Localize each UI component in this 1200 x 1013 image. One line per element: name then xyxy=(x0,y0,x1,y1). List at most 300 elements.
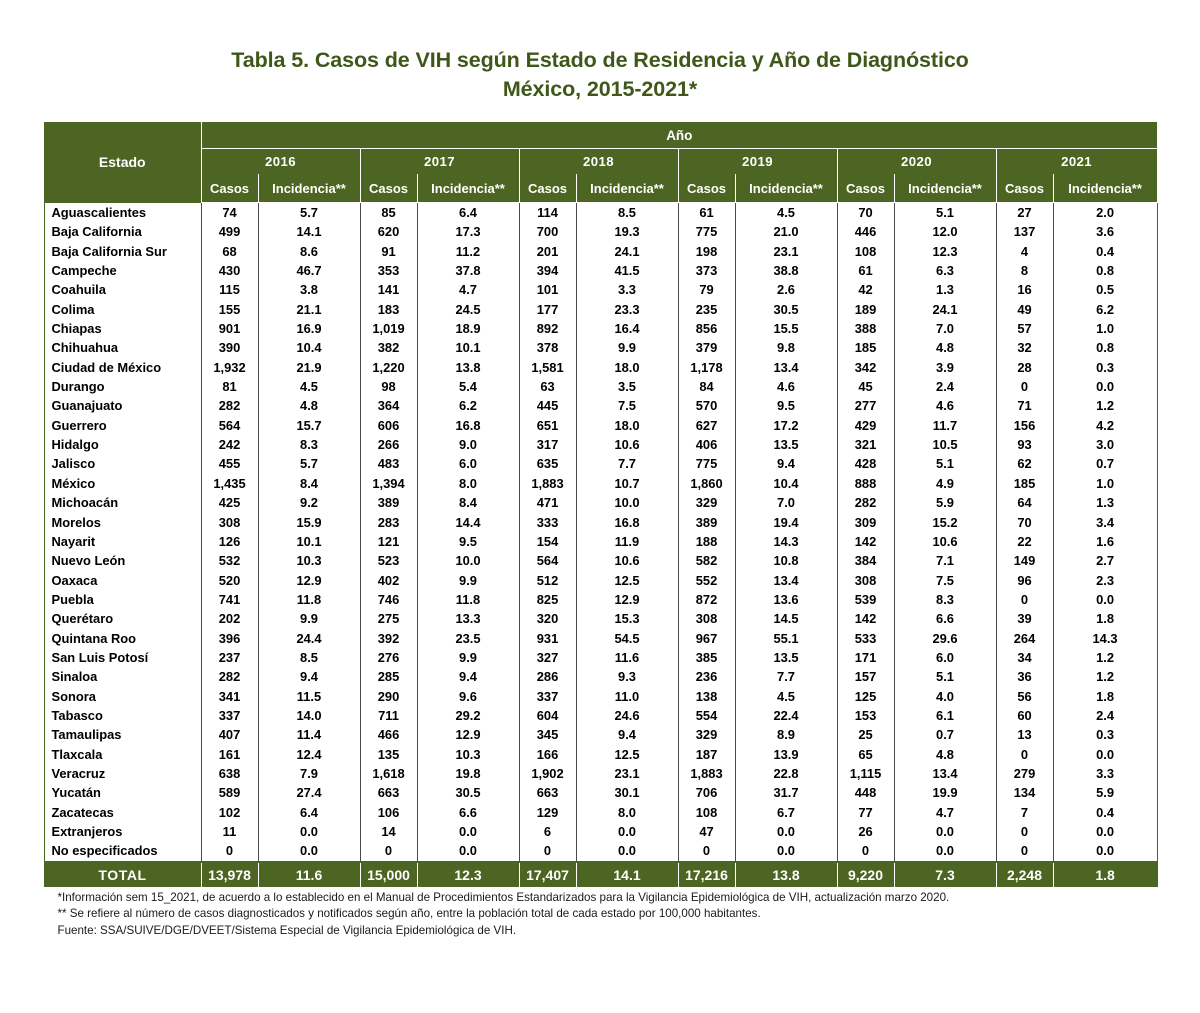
casos-cell: 700 xyxy=(519,222,576,241)
incidencia-cell: 3.9 xyxy=(894,358,996,377)
casos-cell: 188 xyxy=(678,532,735,551)
total-row xyxy=(44,862,1157,887)
table-row xyxy=(44,803,1157,822)
casos-cell: 651 xyxy=(519,416,576,435)
incidencia-cell: 3.3 xyxy=(1053,764,1157,783)
incidencia-cell: 4.6 xyxy=(735,377,837,396)
casos-cell: 62 xyxy=(996,454,1053,473)
casos-cell: 390 xyxy=(201,338,258,357)
casos-cell: 552 xyxy=(678,571,735,590)
casos-cell: 430 xyxy=(201,261,258,280)
casos-cell: 149 xyxy=(996,551,1053,570)
incidencia-cell: 4.9 xyxy=(894,474,996,493)
incidencia-cell: 9.4 xyxy=(258,667,360,686)
state-name-cell: México xyxy=(44,474,201,493)
casos-cell: 189 xyxy=(837,300,894,319)
table-body xyxy=(44,203,1157,862)
incidencia-cell: 16.8 xyxy=(576,513,678,532)
incidencia-cell: 0.0 xyxy=(894,822,996,841)
table-row xyxy=(44,377,1157,396)
casos-cell: 1,115 xyxy=(837,764,894,783)
casos-cell: 309 xyxy=(837,513,894,532)
incidencia-cell: 9.9 xyxy=(258,609,360,628)
incidencia-cell: 1.2 xyxy=(1053,648,1157,667)
incidencia-cell: 9.9 xyxy=(417,571,519,590)
casos-cell: 114 xyxy=(519,203,576,223)
casos-cell: 93 xyxy=(996,435,1053,454)
casos-cell: 392 xyxy=(360,629,417,648)
incidencia-cell: 9.9 xyxy=(417,648,519,667)
incidencia-cell: 0.0 xyxy=(576,822,678,841)
casos-cell: 0 xyxy=(837,841,894,861)
incidencia-cell: 10.5 xyxy=(894,435,996,454)
incidencia-cell: 11.9 xyxy=(576,532,678,551)
casos-cell: 126 xyxy=(201,532,258,551)
state-name-cell: Nuevo León xyxy=(44,551,201,570)
incidencia-cell: 18.0 xyxy=(576,358,678,377)
casos-cell: 564 xyxy=(201,416,258,435)
total-incidencia-cell: 7.3 xyxy=(894,862,996,887)
incidencia-cell: 5.1 xyxy=(894,203,996,223)
casos-cell: 327 xyxy=(519,648,576,667)
state-name-cell: Baja California Sur xyxy=(44,242,201,261)
state-name-cell: Baja California xyxy=(44,222,201,241)
incidencia-cell: 2.4 xyxy=(1053,706,1157,725)
incidencia-cell: 16.9 xyxy=(258,319,360,338)
casos-cell: 539 xyxy=(837,590,894,609)
incidencia-cell: 7.0 xyxy=(735,493,837,512)
incidencia-cell: 13.5 xyxy=(735,435,837,454)
casos-cell: 0 xyxy=(519,841,576,861)
casos-cell: 237 xyxy=(201,648,258,667)
casos-cell: 61 xyxy=(837,261,894,280)
casos-cell: 135 xyxy=(360,745,417,764)
casos-cell: 388 xyxy=(837,319,894,338)
incidencia-cell: 7.5 xyxy=(576,396,678,415)
casos-cell: 856 xyxy=(678,319,735,338)
incidencia-cell: 10.0 xyxy=(576,493,678,512)
casos-cell: 892 xyxy=(519,319,576,338)
incidencia-cell: 14.4 xyxy=(417,513,519,532)
incidencia-cell: 16.8 xyxy=(417,416,519,435)
casos-cell: 183 xyxy=(360,300,417,319)
incidencia-cell: 15.2 xyxy=(894,513,996,532)
incidencia-cell: 24.1 xyxy=(576,242,678,261)
incidencia-cell: 0.0 xyxy=(576,841,678,861)
incidencia-cell: 4.6 xyxy=(894,396,996,415)
incidencia-cell: 5.7 xyxy=(258,203,360,223)
casos-cell: 0 xyxy=(996,822,1053,841)
casos-cell: 389 xyxy=(360,493,417,512)
table-row xyxy=(44,532,1157,551)
table-row xyxy=(44,454,1157,473)
incidencia-cell: 5.1 xyxy=(894,454,996,473)
casos-cell: 13 xyxy=(996,725,1053,744)
incidencia-cell: 7.1 xyxy=(894,551,996,570)
incidencia-cell: 0.0 xyxy=(735,822,837,841)
incidencia-cell: 6.2 xyxy=(1053,300,1157,319)
casos-cell: 177 xyxy=(519,300,576,319)
incidencia-cell: 12.9 xyxy=(258,571,360,590)
table-row xyxy=(44,222,1157,241)
header-incidencia-2018: Incidencia** xyxy=(576,174,678,203)
casos-cell: 282 xyxy=(201,396,258,415)
incidencia-cell: 12.9 xyxy=(417,725,519,744)
incidencia-cell: 5.4 xyxy=(417,377,519,396)
casos-cell: 1,019 xyxy=(360,319,417,338)
casos-cell: 379 xyxy=(678,338,735,357)
header-year-2020: 2020 xyxy=(837,149,996,175)
casos-cell: 277 xyxy=(837,396,894,415)
incidencia-cell: 23.1 xyxy=(735,242,837,261)
casos-cell: 512 xyxy=(519,571,576,590)
casos-cell: 638 xyxy=(201,764,258,783)
casos-cell: 1,220 xyxy=(360,358,417,377)
casos-cell: 264 xyxy=(996,629,1053,648)
casos-cell: 137 xyxy=(996,222,1053,241)
incidencia-cell: 10.6 xyxy=(576,435,678,454)
incidencia-cell: 7.0 xyxy=(894,319,996,338)
casos-cell: 570 xyxy=(678,396,735,415)
casos-cell: 285 xyxy=(360,667,417,686)
incidencia-cell: 30.5 xyxy=(417,783,519,802)
casos-cell: 28 xyxy=(996,358,1053,377)
incidencia-cell: 0.7 xyxy=(894,725,996,744)
incidencia-cell: 11.5 xyxy=(258,687,360,706)
incidencia-cell: 4.7 xyxy=(417,280,519,299)
incidencia-cell: 4.8 xyxy=(894,745,996,764)
incidencia-cell: 8.0 xyxy=(417,474,519,493)
incidencia-cell: 6.4 xyxy=(417,203,519,223)
header-year-2018: 2018 xyxy=(519,149,678,175)
total-casos-cell: 15,000 xyxy=(360,862,417,887)
casos-cell: 235 xyxy=(678,300,735,319)
incidencia-cell: 14.0 xyxy=(258,706,360,725)
casos-cell: 108 xyxy=(678,803,735,822)
casos-cell: 606 xyxy=(360,416,417,435)
casos-cell: 317 xyxy=(519,435,576,454)
casos-cell: 353 xyxy=(360,261,417,280)
casos-cell: 471 xyxy=(519,493,576,512)
incidencia-cell: 10.6 xyxy=(894,532,996,551)
incidencia-cell: 6.6 xyxy=(417,803,519,822)
incidencia-cell: 12.5 xyxy=(576,571,678,590)
incidencia-cell: 7.7 xyxy=(576,454,678,473)
casos-cell: 42 xyxy=(837,280,894,299)
casos-cell: 364 xyxy=(360,396,417,415)
header-anio: Año xyxy=(201,122,1157,149)
incidencia-cell: 3.3 xyxy=(576,280,678,299)
incidencia-cell: 46.7 xyxy=(258,261,360,280)
incidencia-cell: 22.8 xyxy=(735,764,837,783)
casos-cell: 125 xyxy=(837,687,894,706)
incidencia-cell: 24.4 xyxy=(258,629,360,648)
casos-cell: 77 xyxy=(837,803,894,822)
incidencia-cell: 0.0 xyxy=(258,841,360,861)
incidencia-cell: 0.0 xyxy=(417,841,519,861)
table-row xyxy=(44,841,1157,861)
casos-cell: 171 xyxy=(837,648,894,667)
casos-cell: 448 xyxy=(837,783,894,802)
table-row xyxy=(44,571,1157,590)
incidencia-cell: 4.8 xyxy=(894,338,996,357)
casos-cell: 63 xyxy=(519,377,576,396)
casos-cell: 74 xyxy=(201,203,258,223)
state-name-cell: Veracruz xyxy=(44,764,201,783)
incidencia-cell: 0.5 xyxy=(1053,280,1157,299)
casos-cell: 65 xyxy=(837,745,894,764)
incidencia-cell: 11.7 xyxy=(894,416,996,435)
table-row xyxy=(44,280,1157,299)
incidencia-cell: 2.0 xyxy=(1053,203,1157,223)
casos-cell: 0 xyxy=(678,841,735,861)
incidencia-cell: 1.2 xyxy=(1053,396,1157,415)
casos-cell: 198 xyxy=(678,242,735,261)
casos-cell: 26 xyxy=(837,822,894,841)
page-title xyxy=(0,0,1200,104)
incidencia-cell: 19.8 xyxy=(417,764,519,783)
casos-cell: 389 xyxy=(678,513,735,532)
incidencia-cell: 30.5 xyxy=(735,300,837,319)
casos-cell: 32 xyxy=(996,338,1053,357)
incidencia-cell: 6.0 xyxy=(894,648,996,667)
casos-cell: 1,860 xyxy=(678,474,735,493)
total-label: TOTAL xyxy=(44,862,201,887)
incidencia-cell: 8.5 xyxy=(258,648,360,667)
incidencia-cell: 13.5 xyxy=(735,648,837,667)
casos-cell: 157 xyxy=(837,667,894,686)
casos-cell: 61 xyxy=(678,203,735,223)
casos-cell: 333 xyxy=(519,513,576,532)
incidencia-cell: 4.0 xyxy=(894,687,996,706)
incidencia-cell: 10.3 xyxy=(417,745,519,764)
casos-cell: 582 xyxy=(678,551,735,570)
title-line-2: México, 2015-2021* xyxy=(502,77,698,101)
casos-cell: 142 xyxy=(837,532,894,551)
incidencia-cell: 37.8 xyxy=(417,261,519,280)
casos-cell: 520 xyxy=(201,571,258,590)
incidencia-cell: 13.9 xyxy=(735,745,837,764)
casos-cell: 337 xyxy=(201,706,258,725)
casos-cell: 711 xyxy=(360,706,417,725)
incidencia-cell: 12.3 xyxy=(894,242,996,261)
incidencia-cell: 5.9 xyxy=(894,493,996,512)
casos-cell: 6 xyxy=(519,822,576,841)
incidencia-cell: 0.0 xyxy=(1053,377,1157,396)
casos-cell: 396 xyxy=(201,629,258,648)
table-row xyxy=(44,609,1157,628)
casos-cell: 154 xyxy=(519,532,576,551)
casos-cell: 47 xyxy=(678,822,735,841)
casos-cell: 1,394 xyxy=(360,474,417,493)
incidencia-cell: 0.0 xyxy=(1053,822,1157,841)
casos-cell: 11 xyxy=(201,822,258,841)
state-name-cell: Extranjeros xyxy=(44,822,201,841)
table-row xyxy=(44,706,1157,725)
incidencia-cell: 15.7 xyxy=(258,416,360,435)
state-name-cell: San Luis Potosí xyxy=(44,648,201,667)
incidencia-cell: 12.5 xyxy=(576,745,678,764)
casos-cell: 266 xyxy=(360,435,417,454)
header-casos-2019: Casos xyxy=(678,174,735,203)
header-incidencia-2017: Incidencia** xyxy=(417,174,519,203)
total-casos-cell: 9,220 xyxy=(837,862,894,887)
incidencia-cell: 8.9 xyxy=(735,725,837,744)
incidencia-cell: 3.8 xyxy=(258,280,360,299)
table-row xyxy=(44,667,1157,686)
incidencia-cell: 29.6 xyxy=(894,629,996,648)
total-incidencia-cell: 1.8 xyxy=(1053,862,1157,887)
incidencia-cell: 24.1 xyxy=(894,300,996,319)
casos-cell: 635 xyxy=(519,454,576,473)
incidencia-cell: 22.4 xyxy=(735,706,837,725)
incidencia-cell: 1.3 xyxy=(1053,493,1157,512)
incidencia-cell: 30.1 xyxy=(576,783,678,802)
casos-cell: 620 xyxy=(360,222,417,241)
footnote-3: Fuente: SSA/SUIVE/DGE/DVEET/Sistema Especial de Vigilancia Epidemiológica de VIH. xyxy=(57,923,517,937)
incidencia-cell: 19.3 xyxy=(576,222,678,241)
casos-cell: 16 xyxy=(996,280,1053,299)
total-casos-cell: 17,216 xyxy=(678,862,735,887)
casos-cell: 14 xyxy=(360,822,417,841)
table-row xyxy=(44,648,1157,667)
casos-cell: 308 xyxy=(678,609,735,628)
state-name-cell: Chihuahua xyxy=(44,338,201,357)
casos-cell: 161 xyxy=(201,745,258,764)
incidencia-cell: 17.2 xyxy=(735,416,837,435)
header-row-group xyxy=(44,122,1157,149)
casos-cell: 775 xyxy=(678,454,735,473)
incidencia-cell: 10.8 xyxy=(735,551,837,570)
incidencia-cell: 13.6 xyxy=(735,590,837,609)
incidencia-cell: 3.4 xyxy=(1053,513,1157,532)
incidencia-cell: 0.8 xyxy=(1053,338,1157,357)
incidencia-cell: 18.0 xyxy=(576,416,678,435)
incidencia-cell: 8.6 xyxy=(258,242,360,261)
incidencia-cell: 6.4 xyxy=(258,803,360,822)
casos-cell: 36 xyxy=(996,667,1053,686)
header-incidencia-2021: Incidencia** xyxy=(1053,174,1157,203)
incidencia-cell: 9.8 xyxy=(735,338,837,357)
casos-cell: 446 xyxy=(837,222,894,241)
casos-cell: 308 xyxy=(201,513,258,532)
incidencia-cell: 38.8 xyxy=(735,261,837,280)
casos-cell: 663 xyxy=(360,783,417,802)
casos-cell: 91 xyxy=(360,242,417,261)
casos-cell: 329 xyxy=(678,493,735,512)
incidencia-cell: 11.8 xyxy=(258,590,360,609)
table-row xyxy=(44,822,1157,841)
casos-cell: 483 xyxy=(360,454,417,473)
state-name-cell: Guanajuato xyxy=(44,396,201,415)
casos-cell: 0 xyxy=(996,841,1053,861)
incidencia-cell: 1.8 xyxy=(1053,609,1157,628)
casos-cell: 1,581 xyxy=(519,358,576,377)
casos-cell: 523 xyxy=(360,551,417,570)
casos-cell: 276 xyxy=(360,648,417,667)
incidencia-cell: 10.3 xyxy=(258,551,360,570)
casos-cell: 320 xyxy=(519,609,576,628)
header-incidencia-2019: Incidencia** xyxy=(735,174,837,203)
casos-cell: 888 xyxy=(837,474,894,493)
casos-cell: 425 xyxy=(201,493,258,512)
casos-cell: 45 xyxy=(837,377,894,396)
incidencia-cell: 55.1 xyxy=(735,629,837,648)
casos-cell: 279 xyxy=(996,764,1053,783)
table-header xyxy=(44,122,1157,203)
casos-cell: 283 xyxy=(360,513,417,532)
incidencia-cell: 16.4 xyxy=(576,319,678,338)
incidencia-cell: 0.4 xyxy=(1053,803,1157,822)
state-name-cell: Tlaxcala xyxy=(44,745,201,764)
incidencia-cell: 9.4 xyxy=(576,725,678,744)
casos-cell: 604 xyxy=(519,706,576,725)
incidencia-cell: 10.1 xyxy=(258,532,360,551)
casos-cell: 746 xyxy=(360,590,417,609)
casos-cell: 407 xyxy=(201,725,258,744)
incidencia-cell: 0.7 xyxy=(1053,454,1157,473)
incidencia-cell: 8.0 xyxy=(576,803,678,822)
incidencia-cell: 0.0 xyxy=(258,822,360,841)
casos-cell: 4 xyxy=(996,242,1053,261)
incidencia-cell: 1.6 xyxy=(1053,532,1157,551)
incidencia-cell: 4.5 xyxy=(735,687,837,706)
state-name-cell: Aguascalientes xyxy=(44,203,201,223)
total-casos-cell: 2,248 xyxy=(996,862,1053,887)
incidencia-cell: 10.7 xyxy=(576,474,678,493)
table-container xyxy=(44,122,1157,887)
casos-cell: 967 xyxy=(678,629,735,648)
table-row xyxy=(44,687,1157,706)
casos-cell: 382 xyxy=(360,338,417,357)
casos-cell: 741 xyxy=(201,590,258,609)
incidencia-cell: 1.3 xyxy=(894,280,996,299)
casos-cell: 39 xyxy=(996,609,1053,628)
casos-cell: 142 xyxy=(837,609,894,628)
casos-cell: 1,178 xyxy=(678,358,735,377)
incidencia-cell: 13.8 xyxy=(417,358,519,377)
incidencia-cell: 13.4 xyxy=(735,571,837,590)
casos-cell: 275 xyxy=(360,609,417,628)
state-name-cell: Tabasco xyxy=(44,706,201,725)
header-incidencia-2016: Incidencia** xyxy=(258,174,360,203)
state-name-cell: Sonora xyxy=(44,687,201,706)
casos-cell: 564 xyxy=(519,551,576,570)
casos-cell: 156 xyxy=(996,416,1053,435)
casos-cell: 141 xyxy=(360,280,417,299)
incidencia-cell: 9.4 xyxy=(417,667,519,686)
incidencia-cell: 14.3 xyxy=(735,532,837,551)
incidencia-cell: 21.0 xyxy=(735,222,837,241)
incidencia-cell: 7.7 xyxy=(735,667,837,686)
state-name-cell: Chiapas xyxy=(44,319,201,338)
incidencia-cell: 1.0 xyxy=(1053,474,1157,493)
incidencia-cell: 0.3 xyxy=(1053,725,1157,744)
casos-cell: 71 xyxy=(996,396,1053,415)
incidencia-cell: 12.9 xyxy=(576,590,678,609)
casos-cell: 129 xyxy=(519,803,576,822)
casos-cell: 134 xyxy=(996,783,1053,802)
incidencia-cell: 9.9 xyxy=(576,338,678,357)
casos-cell: 872 xyxy=(678,590,735,609)
incidencia-cell: 9.5 xyxy=(735,396,837,415)
incidencia-cell: 14.3 xyxy=(1053,629,1157,648)
incidencia-cell: 5.1 xyxy=(894,667,996,686)
casos-cell: 25 xyxy=(837,725,894,744)
casos-cell: 282 xyxy=(837,493,894,512)
casos-cell: 153 xyxy=(837,706,894,725)
state-name-cell: Coahuila xyxy=(44,280,201,299)
